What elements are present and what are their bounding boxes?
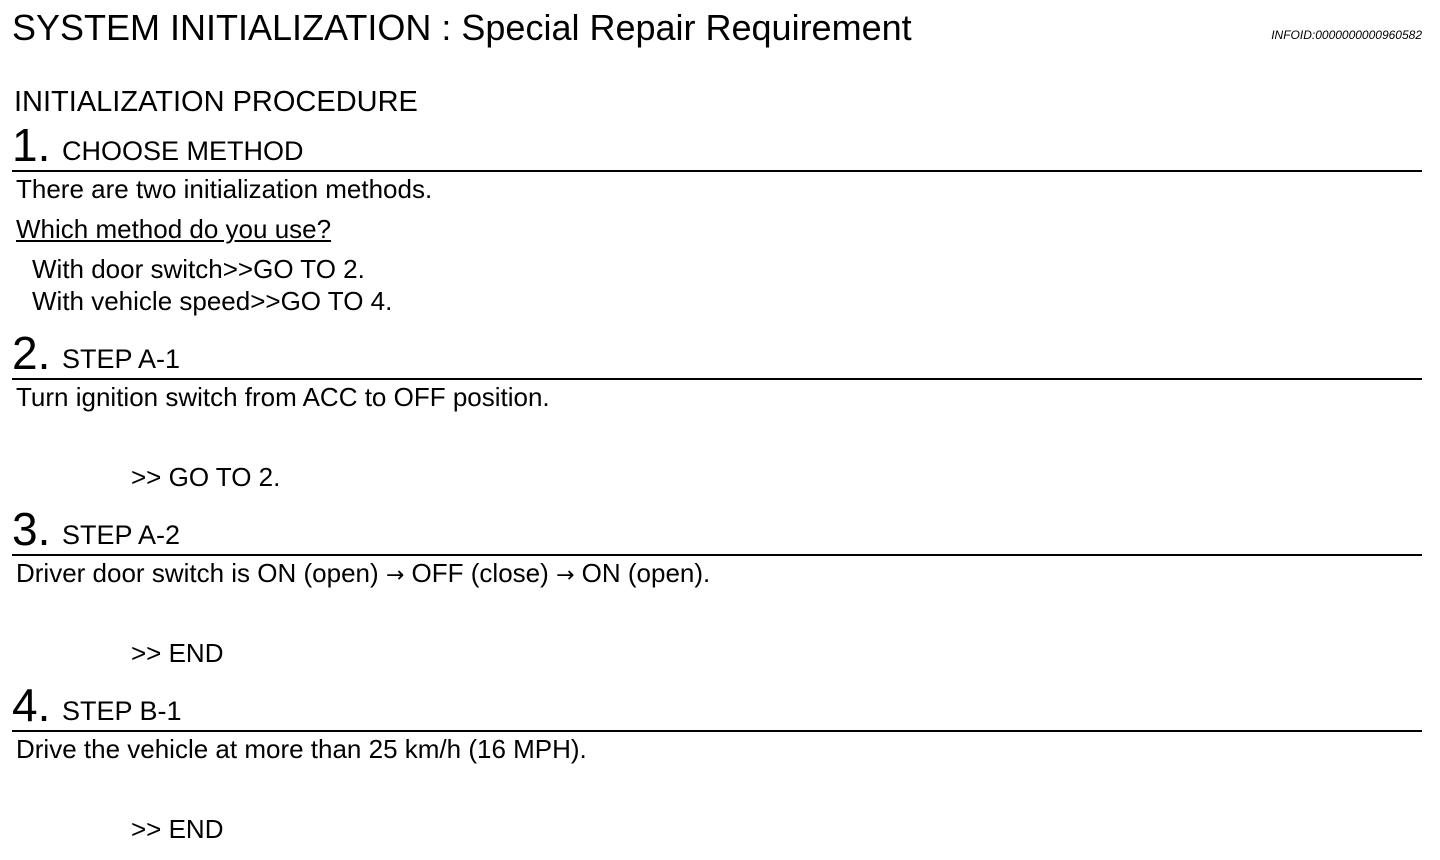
title-row xyxy=(12,6,1422,50)
step-header xyxy=(12,119,1422,172)
step-description: Drive the vehicle at more than 25 km/h (16 MPH). xyxy=(16,734,587,764)
step-body xyxy=(12,732,1422,858)
document-title: SYSTEM INITIALIZATION : Special Repair Requirement xyxy=(12,7,912,48)
step-title: STEP A-2 xyxy=(62,520,181,550)
option-door-switch: With door switch>>GO TO 2. xyxy=(32,254,365,284)
step-body xyxy=(12,556,1422,676)
description-text: Driver door switch is ON (open) xyxy=(16,558,386,588)
step-header xyxy=(12,327,1422,380)
step-title: STEP B-1 xyxy=(62,696,182,726)
step-header xyxy=(12,679,1422,732)
section-heading: INITIALIZATION PROCEDURE xyxy=(14,86,418,118)
step-result: >> GO TO 2. xyxy=(131,462,281,492)
step-header xyxy=(12,503,1422,556)
description-text: ON (open). xyxy=(574,558,711,588)
description-text: OFF (close) xyxy=(404,558,556,588)
step-2 xyxy=(12,327,1422,500)
step-question: Which method do you use? xyxy=(16,214,332,244)
right-arrow-icon: → xyxy=(385,563,405,588)
step-description xyxy=(16,558,710,591)
step-result: >> END xyxy=(131,814,224,844)
step-description: There are two initialization methods. xyxy=(16,174,433,204)
info-id: INFOID:0000000000960582 xyxy=(1271,28,1422,42)
step-description: Turn ignition switch from ACC to OFF position. xyxy=(16,382,550,412)
step-result: >> END xyxy=(131,638,224,668)
step-title: STEP A-1 xyxy=(62,344,181,374)
step-4 xyxy=(12,679,1422,858)
right-arrow-icon: → xyxy=(556,563,575,588)
step-body xyxy=(12,380,1422,500)
step-number: 1. xyxy=(12,119,51,171)
step-number: 2. xyxy=(12,327,51,379)
step-number: 4. xyxy=(12,679,51,731)
step-1 xyxy=(12,119,1422,322)
step-title: CHOOSE METHOD xyxy=(62,136,304,166)
step-number: 3. xyxy=(12,503,51,555)
step-body xyxy=(12,172,1422,322)
step-3 xyxy=(12,503,1422,676)
option-vehicle-speed: With vehicle speed>>GO TO 4. xyxy=(32,286,393,316)
